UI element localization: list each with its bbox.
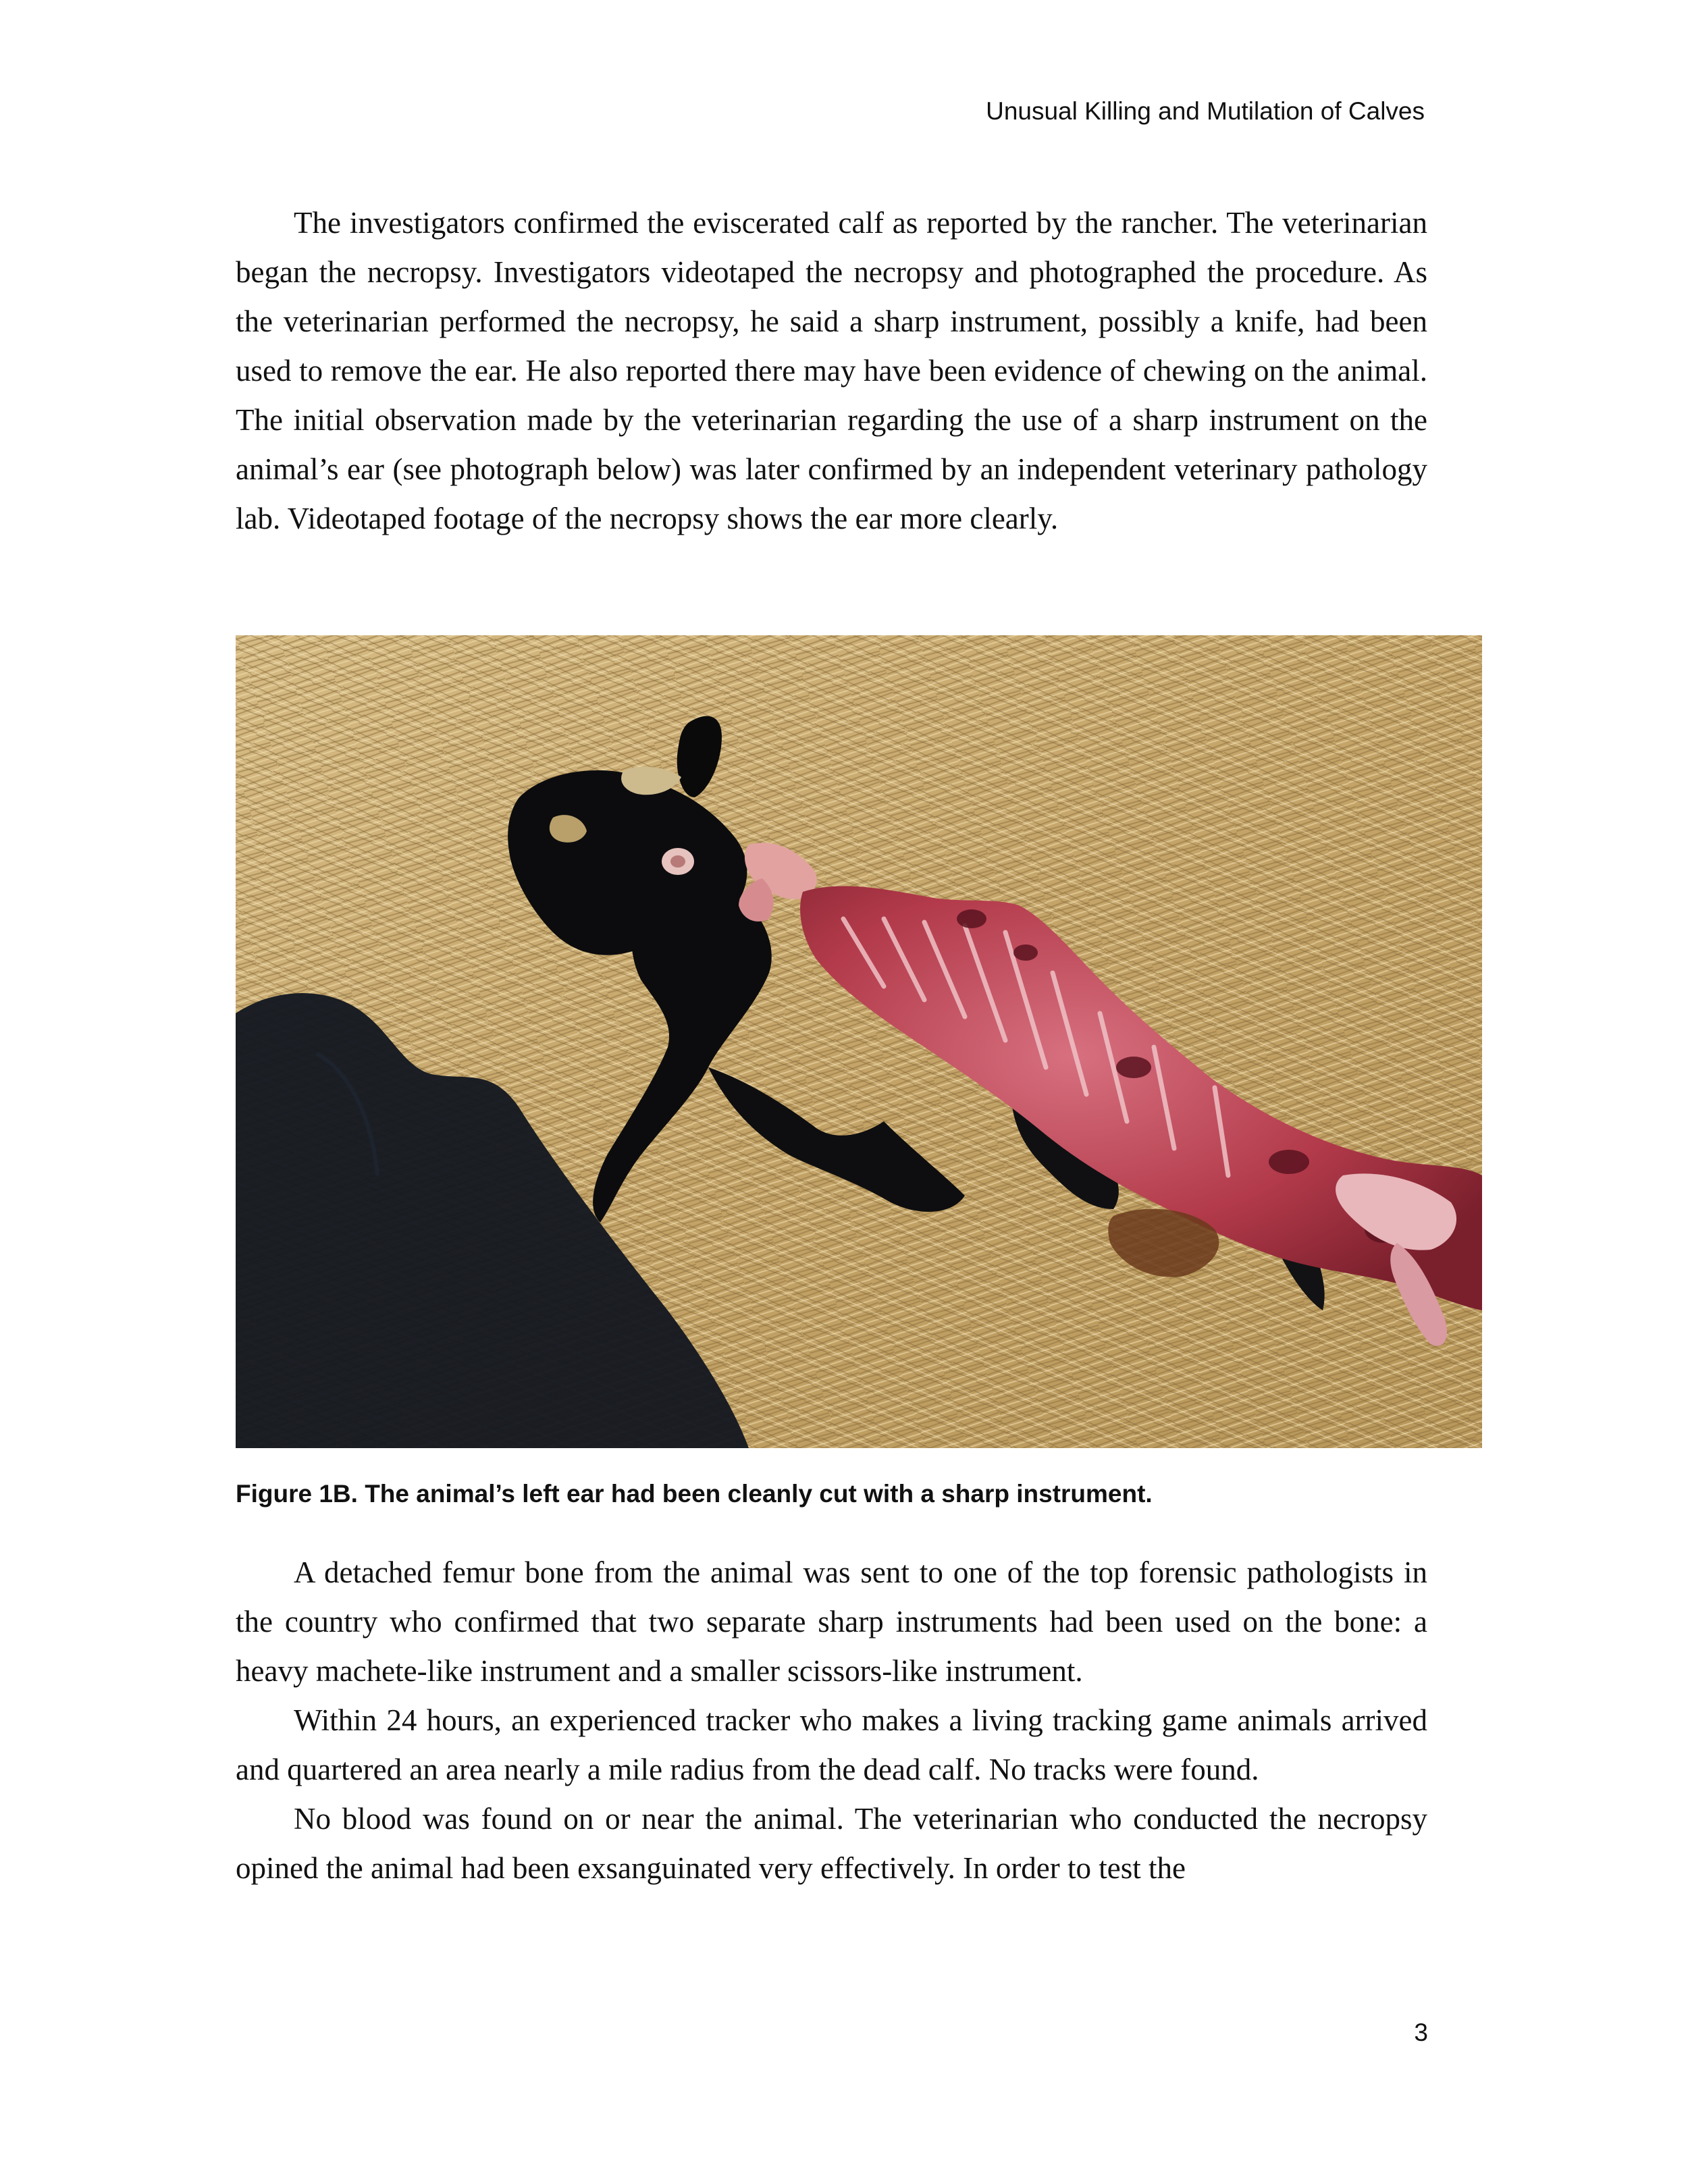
figure-caption: Figure 1B. The animal’s left ear had been cleanly cut with a sharp instrument. bbox=[236, 1480, 1153, 1508]
body-text-top bbox=[236, 198, 1427, 543]
paragraph: Within 24 hours, an experienced tracker who makes a living tracking game animals arrived and quartered an area nearly a mile radius from the dead calf. No tracks were found. bbox=[236, 1703, 1427, 1786]
body-text-bottom bbox=[236, 1548, 1427, 1893]
figure-photo bbox=[236, 635, 1482, 1448]
paragraph: The investigators confirmed the eviscerated calf as reported by the rancher. The veterinarian began the necropsy. Investigators videotaped the necropsy and photographed the procedure. As the veterinarian performed the necropsy, he said a sharp instrument, possibly a knife, had been used to remove the ear. He also reported there may have been evidence of chewing on the animal. The initial observation made by the veterinarian regarding the use of a sharp instrument on the animal’s ear (see photograph below) was later confirmed by an independent veterinary pathology lab. Videotaped footage of the necropsy shows the ear more clearly. bbox=[236, 206, 1427, 535]
page-number: 3 bbox=[1414, 2019, 1428, 2046]
paragraph: A detached femur bone from the animal was sent to one of the top forensic pathologists in the country who confirmed that two separate sharp instruments had been used on the bone: a heavy machete-like instrument and a smaller scissors-like instrument. bbox=[236, 1555, 1427, 1688]
calf-photo-illustration bbox=[236, 635, 1482, 1448]
running-header: Unusual Killing and Mutilation of Calves bbox=[986, 97, 1425, 125]
paragraph: No blood was found on or near the animal. The veterinarian who conducted the necropsy opined the animal had been exsanguinated very effectively. In order to test the bbox=[236, 1802, 1427, 1885]
